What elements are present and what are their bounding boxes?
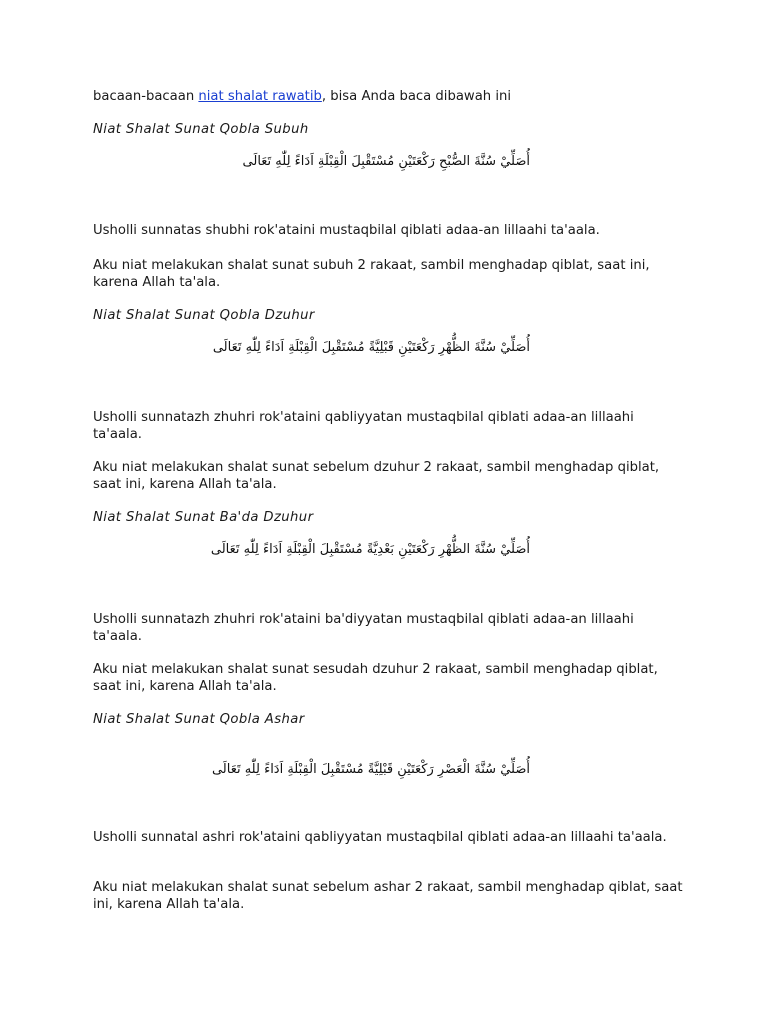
section-heading: Niat Shalat Sunat Qobla Ashar	[93, 712, 305, 727]
translation-text: Aku niat melakukan shalat sunat sebelum dzuhur 2 rakaat, sambil menghadap qiblat, saat ini, karena Allah ta'ala.	[93, 460, 660, 492]
arabic-text: أُصَلِّيْ سُنَّةَ الصُّبْحِ رَكْعَتَيْنِ مُسْتَقْبِلَ الْقِبْلَةِ اَدَاءً لِلّٰهِ تَعَالَى	[242, 154, 530, 169]
arabic-text: أُصَلِّيْ سُنَّةَ الْعَصْرِ رَكْعَتَيْنِ قَبْلِيَّةً مُسْتَقْبِلَ الْقِبْلَةِ اَدَاءً لِلّٰهِ تَعَالَى	[211, 762, 530, 777]
translation-text: Aku niat melakukan shalat sunat sebelum ashar 2 rakaat, sambil menghadap qiblat, saat ini, karena Allah ta'ala.	[93, 880, 683, 912]
latin-transliteration: Usholli sunnatal ashri rok'ataini qabliyyatan mustaqbilal qiblati adaa-an lillaahi ta'aala.	[93, 830, 667, 845]
intro-text-before: bacaan-bacaan	[93, 89, 199, 104]
section-heading: Niat Shalat Sunat Qobla Dzuhur	[93, 308, 315, 323]
latin-transliteration: Usholli sunnatazh zhuhri rok'ataini ba'diyyatan mustaqbilal qiblati adaa-an lillaahi ta'aala.	[93, 612, 634, 644]
arabic-text: أُصَلِّيْ سُنَّةَ الظُّهْرِ رَكْعَتَيْنِ بَعْدِيَّةً مُسْتَقْبِلَ الْقِبْلَةِ اَدَاءً لِلّٰهِ تَعَالَى	[210, 542, 530, 557]
section-heading: Niat Shalat Sunat Ba'da Dzuhur	[93, 510, 314, 525]
arabic-text: أُصَلِّيْ سُنَّةَ الظُّهْرِ رَكْعَتَيْنِ قَبْلِيَّةً مُسْتَقْبِلَ الْقِبْلَةِ اَدَاءً لِلّٰهِ تَعَالَى	[212, 340, 530, 355]
section-heading: Niat Shalat Sunat Qobla Subuh	[93, 122, 309, 137]
intro-text-after: , bisa Anda baca dibawah ini	[321, 89, 512, 104]
translation-text: Aku niat melakukan shalat sunat subuh 2 rakaat, sambil menghadap qiblat, saat ini, karena Allah ta'ala.	[93, 258, 650, 290]
niat-shalat-rawatib-link[interactable]: niat shalat rawatib	[198, 89, 322, 104]
latin-transliteration: Usholli sunnatazh zhuhri rok'ataini qabliyyatan mustaqbilal qiblati adaa-an lillaahi ta'aala.	[93, 410, 634, 442]
translation-text: Aku niat melakukan shalat sunat sesudah dzuhur 2 rakaat, sambil menghadap qiblat, saat ini, karena Allah ta'ala.	[93, 662, 658, 694]
latin-transliteration: Usholli sunnatas shubhi rok'ataini mustaqbilal qiblati adaa-an lillaahi ta'aala.	[93, 223, 600, 238]
intro-paragraph	[93, 88, 683, 105]
